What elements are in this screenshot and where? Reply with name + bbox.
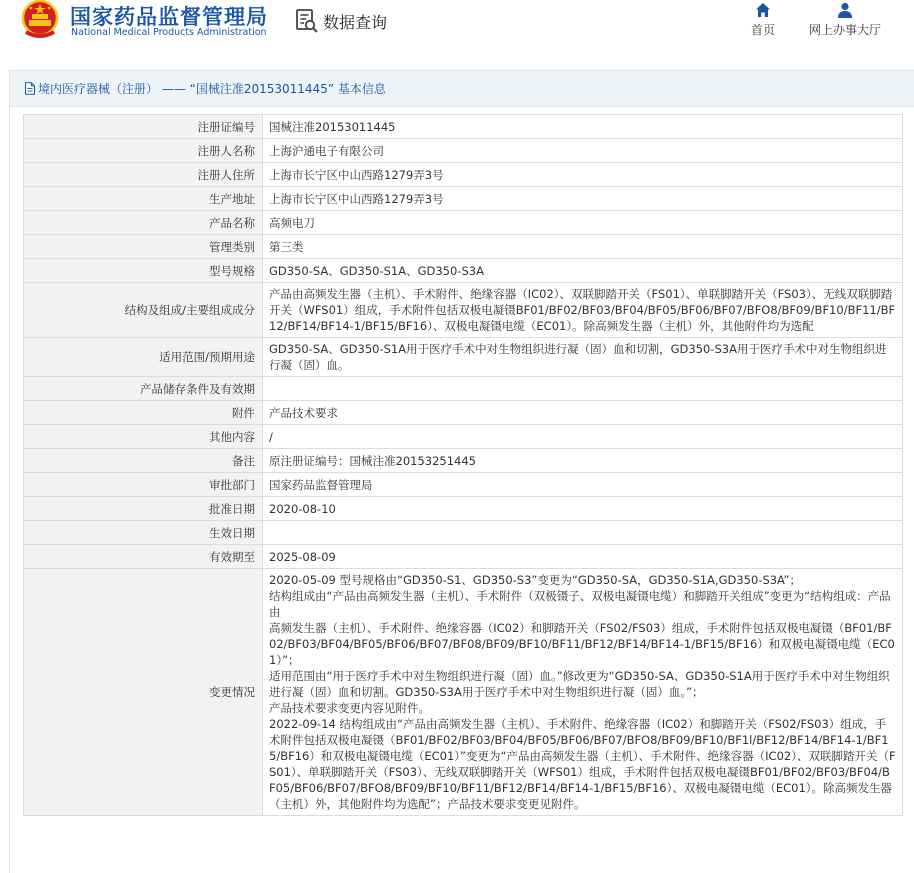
field-label: 有效期至 — [24, 545, 263, 569]
table-row — [24, 425, 903, 449]
field-label: 产品储存条件及有效期 — [24, 377, 263, 401]
field-value: GD350-SA、GD350-S1A、GD350-S3A — [263, 259, 903, 283]
field-label: 变更情况 — [24, 569, 263, 816]
field-value: 第三类 — [263, 235, 903, 259]
registration-info-table — [23, 114, 903, 816]
field-label: 产品名称 — [24, 211, 263, 235]
table-row — [24, 338, 903, 377]
change-line: 2022-09-14 结构组成由“产品由高频发生器（主机）、手术附件、绝缘容器（IC02）和脚踏开关（FS02/FS03）组成，手术附件包括双极电凝镊（BF01/BF02/BF03/BF04/BF05/BF06/BF07/BFO8/BF09/BF10/BF1l/BF12/BF14/BF14-1/BF15/BF16）和双极电凝镊电缆（EC01）”变更为“产品由高频发生器（主机）、手术附件、绝缘容器（IC02）、双联脚踏开关（FS01）、单联脚踏开关（FS03）、无线双联脚踏开关（WFS01）组成，手术附件包括双极电凝镊BF01/BF02/BF03/BF04/BF05/BF06/BF07/BFO8/BF09/BF10/BF11/BF12/BF14/BF14-1/BF15/BF16）、双极电凝镊电缆（EC01）。除高频发生器（主机）外，其他附件均为选配”；产品技术要求变更见附件。 — [269, 717, 896, 811]
field-label: 注册人名称 — [24, 139, 263, 163]
table-row — [24, 497, 903, 521]
table-row — [24, 211, 903, 235]
change-line: 2020-05-09 型号规格由“GD350-S1、GD350-S3”变更为“GD350-SA，GD350-S1A,GD350-S3A”； — [269, 573, 801, 587]
data-query-link[interactable] — [294, 7, 387, 35]
table-row — [24, 139, 903, 163]
table-row — [24, 473, 903, 497]
field-value: 产品技术要求 — [263, 401, 903, 425]
change-record-row — [24, 569, 903, 816]
field-value: 2025-08-09 — [263, 545, 903, 569]
change-record-value — [263, 569, 903, 816]
field-value: / — [263, 425, 903, 449]
field-value — [263, 377, 903, 401]
table-row — [24, 187, 903, 211]
field-value: 2020-08-10 — [263, 497, 903, 521]
field-value: GD350-SA、GD350-S1A用于医疗手术中对生物组织进行凝（固）血和切割，GD350-S3A用于医疗手术中对生物组织进行凝（固）血。 — [263, 338, 903, 377]
field-label: 审批部门 — [24, 473, 263, 497]
field-value: 产品由高频发生器（主机）、手术附件、绝缘容器（IC02）、双联脚踏开关（FS01）、单联脚踏开关（FS03）、无线双联脚踏开关（WFS01）组成，手术附件包括双极电凝镊BF01/BF02/BF03/BF04/BF05/BF06/BF07/BFO8/BF09/BF10/BF11/BF12/BF14/BF14-1/BF15/BF16）、双极电凝镊电缆（EC01）。除高频发生器（主机）外，其他附件均为选配 — [263, 283, 903, 338]
table-row — [24, 545, 903, 569]
table-row — [24, 401, 903, 425]
table-row — [24, 521, 903, 545]
field-label: 其他内容 — [24, 425, 263, 449]
nav-home-label: 首页 — [750, 23, 775, 37]
nav-home[interactable] — [750, 2, 776, 38]
field-label: 生效日期 — [24, 521, 263, 545]
field-label: 管理类别 — [24, 235, 263, 259]
info-panel — [9, 70, 914, 873]
field-value: 原注册证编号：国械注准20153251445 — [263, 449, 903, 473]
change-line: 结构组成由“产品由高频发生器（主机）、手术附件（双极镊子、双极电凝镊电缆）和脚踏开关组成”变更为“结构组成：产品由 — [269, 589, 891, 619]
field-label: 适用范围/预期用途 — [24, 338, 263, 377]
change-line: 产品技术要求变更内容见附件。 — [269, 701, 430, 715]
site-name-en: National Medical Products Administration — [71, 27, 267, 38]
panel-title: 境内医疗器械（注册） —— “国械注准20153011445” 基本信息 — [38, 82, 386, 96]
field-label: 备注 — [24, 449, 263, 473]
home-icon — [755, 2, 771, 18]
user-icon — [837, 2, 853, 18]
field-label: 型号规格 — [24, 259, 263, 283]
field-label: 结构及组成/主要组成成分 — [24, 283, 263, 338]
table-row — [24, 115, 903, 139]
change-line: 进行凝（固）血和切割。GD350-S3A用于医疗手术中对生物组织进行凝（固）血。”； — [269, 685, 704, 699]
field-value — [263, 521, 903, 545]
table-row — [24, 259, 903, 283]
table-row — [24, 449, 903, 473]
nav-online-service-hall-label: 网上办事大厅 — [808, 23, 881, 37]
data-query-label: 数据查询 — [323, 12, 388, 32]
table-row — [24, 235, 903, 259]
table-row — [24, 283, 903, 338]
field-value: 上海市长宁区中山西路1279弄3号 — [263, 187, 903, 211]
field-value: 高频电刀 — [263, 211, 903, 235]
field-label: 注册人住所 — [24, 163, 263, 187]
field-label: 附件 — [24, 401, 263, 425]
table-row — [24, 163, 903, 187]
change-line: 适用范围由“用于医疗手术中对生物组织进行凝（固）血。”修改更为“GD350-SA、GD350-S1A用于医疗手术中对生物组织 — [269, 669, 890, 683]
nav-online-service-hall[interactable] — [806, 2, 884, 38]
field-label: 生产地址 — [24, 187, 263, 211]
field-value: 上海市长宁区中山西路1279弄3号 — [263, 163, 903, 187]
site-name[interactable]: 国家药品监督管理局 — [70, 5, 268, 29]
change-line: 高频发生器（主机）、手术附件、绝缘容器（IC02）和脚踏开关（FS02/FS03）组成，手术附件包括双极电凝镊（BF01/BF02/BF03/BF04/BF05/BF06/BF07/BF08/BF09/BF10/BF11/BF12/BF14/BF14-1/BF15/BF16）和双极电凝镊电缆（EC01）”； — [269, 621, 895, 667]
table-row — [24, 377, 903, 401]
field-label: 注册证编号 — [24, 115, 263, 139]
panel-title-bar — [10, 71, 914, 107]
field-label: 批准日期 — [24, 497, 263, 521]
field-value: 国械注准20153011445 — [263, 115, 903, 139]
document-icon — [24, 82, 36, 95]
national-emblem-icon[interactable] — [18, 0, 62, 40]
data-query-icon — [294, 8, 320, 34]
field-value: 国家药品监督管理局 — [263, 473, 903, 497]
site-header — [0, 0, 914, 62]
field-value: 上海沪通电子有限公司 — [263, 139, 903, 163]
